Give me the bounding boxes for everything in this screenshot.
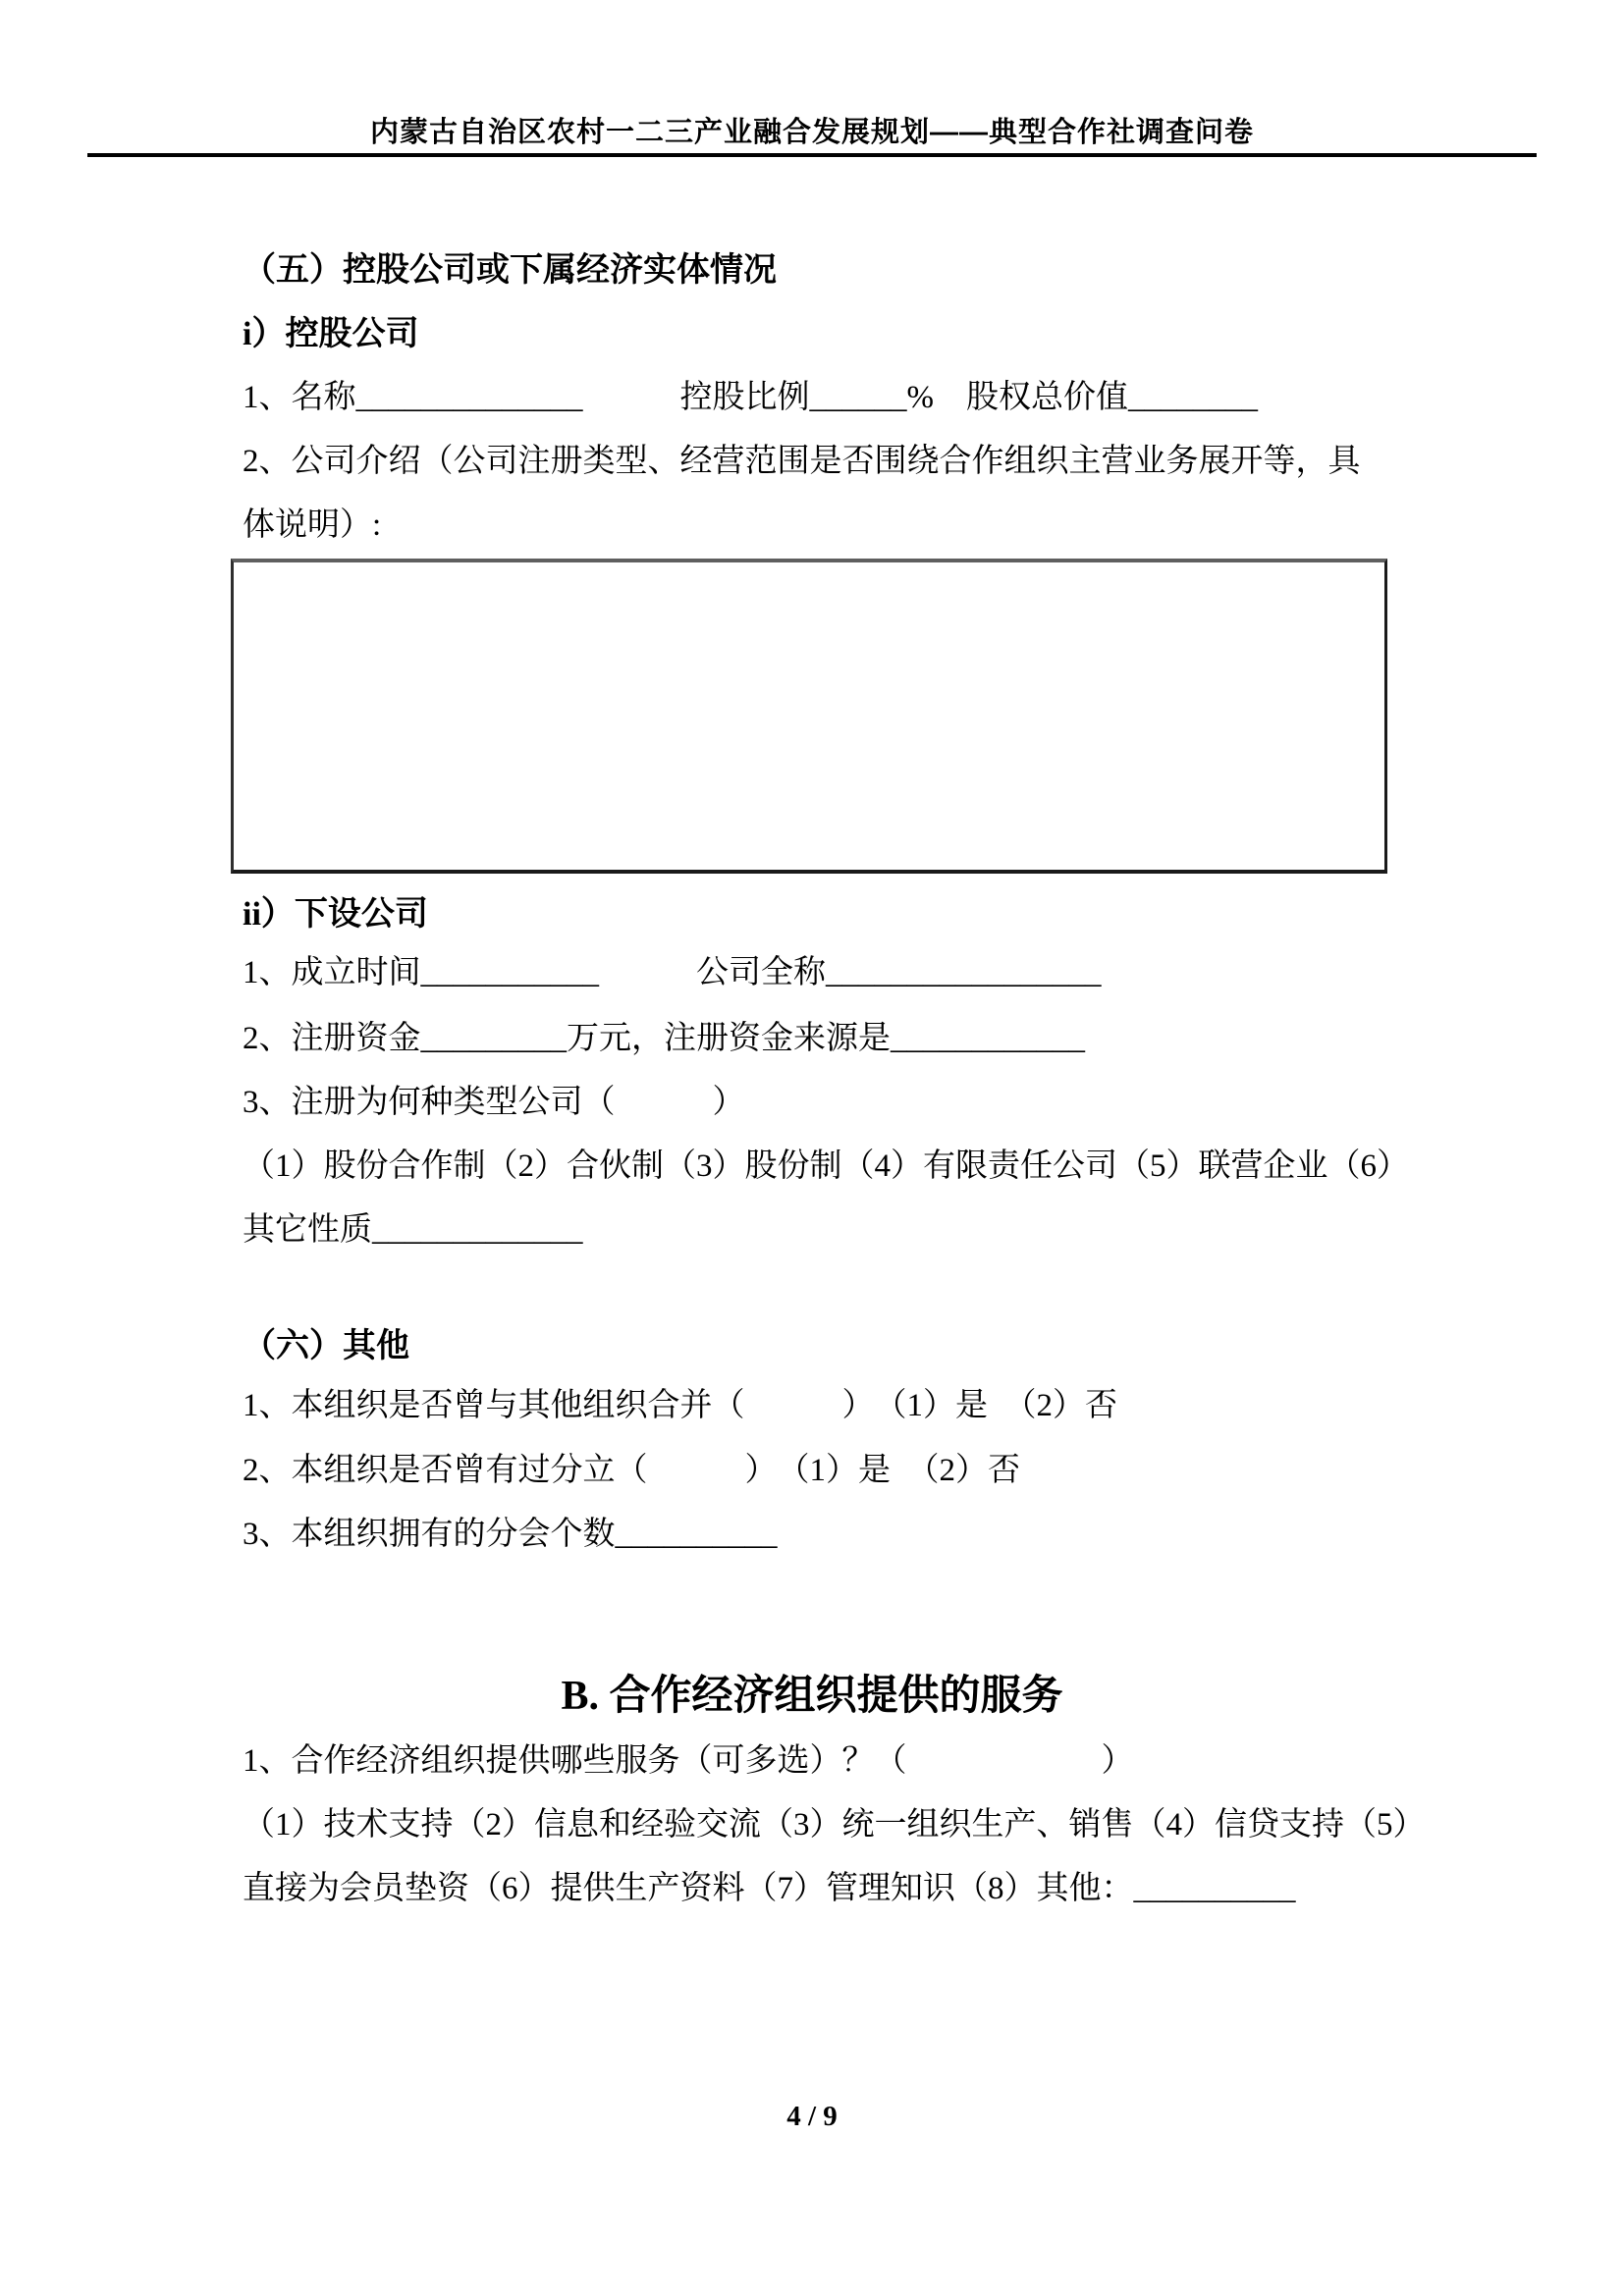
company-intro-textbox[interactable] xyxy=(231,559,1387,874)
subsidiary-capital-line: 2、注册资金_________万元，注册资金来源是____________ xyxy=(243,1021,1085,1056)
branch-count-line: 3、本组织拥有的分会个数__________ xyxy=(243,1517,778,1552)
subsidiary-type-options-line: （1）股份合作制（2）合伙制（3）股份制（4）有限责任公司（5）联营企业（6） xyxy=(243,1148,1409,1184)
section5-part-ii-heading: ii）下设公司 xyxy=(243,896,428,933)
section6-heading: （六）其他 xyxy=(243,1328,409,1364)
subsidiary-type-other-line: 其它性质_____________ xyxy=(243,1212,583,1248)
merge-question-line: 1、本组织是否曾与其他组织合并（ ） （1）是 （2）否 xyxy=(243,1388,1117,1423)
section5-heading: （五）控股公司或下属经济实体情况 xyxy=(243,252,777,289)
company-intro-line-1: 2、公司介绍（公司注册类型、经营范围是否围绕合作组织主营业务展开等，具 xyxy=(243,444,1361,479)
subsidiary-type-line: 3、注册为何种类型公司（ ） xyxy=(243,1085,745,1120)
company-intro-line-2: 体说明）: xyxy=(243,507,382,543)
section5-part-i-heading: i）控股公司 xyxy=(243,316,419,352)
split-question-line: 2、本组织是否曾有过分立（ ） （1）是 （2）否 xyxy=(243,1453,1020,1488)
page-number: 4 / 9 xyxy=(786,2101,838,2132)
sectionB-title: B. 合作经济组织提供的服务 xyxy=(561,1674,1063,1719)
holding-company-name-line: 1、名称______________ 控股比例______% 股权总价值________ xyxy=(243,380,1258,415)
services-options-line-2: 直接为会员垫资（6）提供生产资料（7）管理知识（8）其他：__________ xyxy=(243,1871,1296,1906)
header-rule xyxy=(87,153,1537,157)
services-question-line: 1、合作经济组织提供哪些服务（可多选）？（ ） xyxy=(243,1743,1134,1779)
services-options-line-1: （1）技术支持（2）信息和经验交流（3）统一组织生产、销售（4）信贷支持（5） xyxy=(243,1807,1426,1842)
subsidiary-founding-line: 1、成立时间___________ 公司全称_________________ xyxy=(243,955,1102,990)
header-title: 内蒙古自治区农村一二三产业融合发展规划——典型合作社调查问卷 xyxy=(369,117,1254,148)
